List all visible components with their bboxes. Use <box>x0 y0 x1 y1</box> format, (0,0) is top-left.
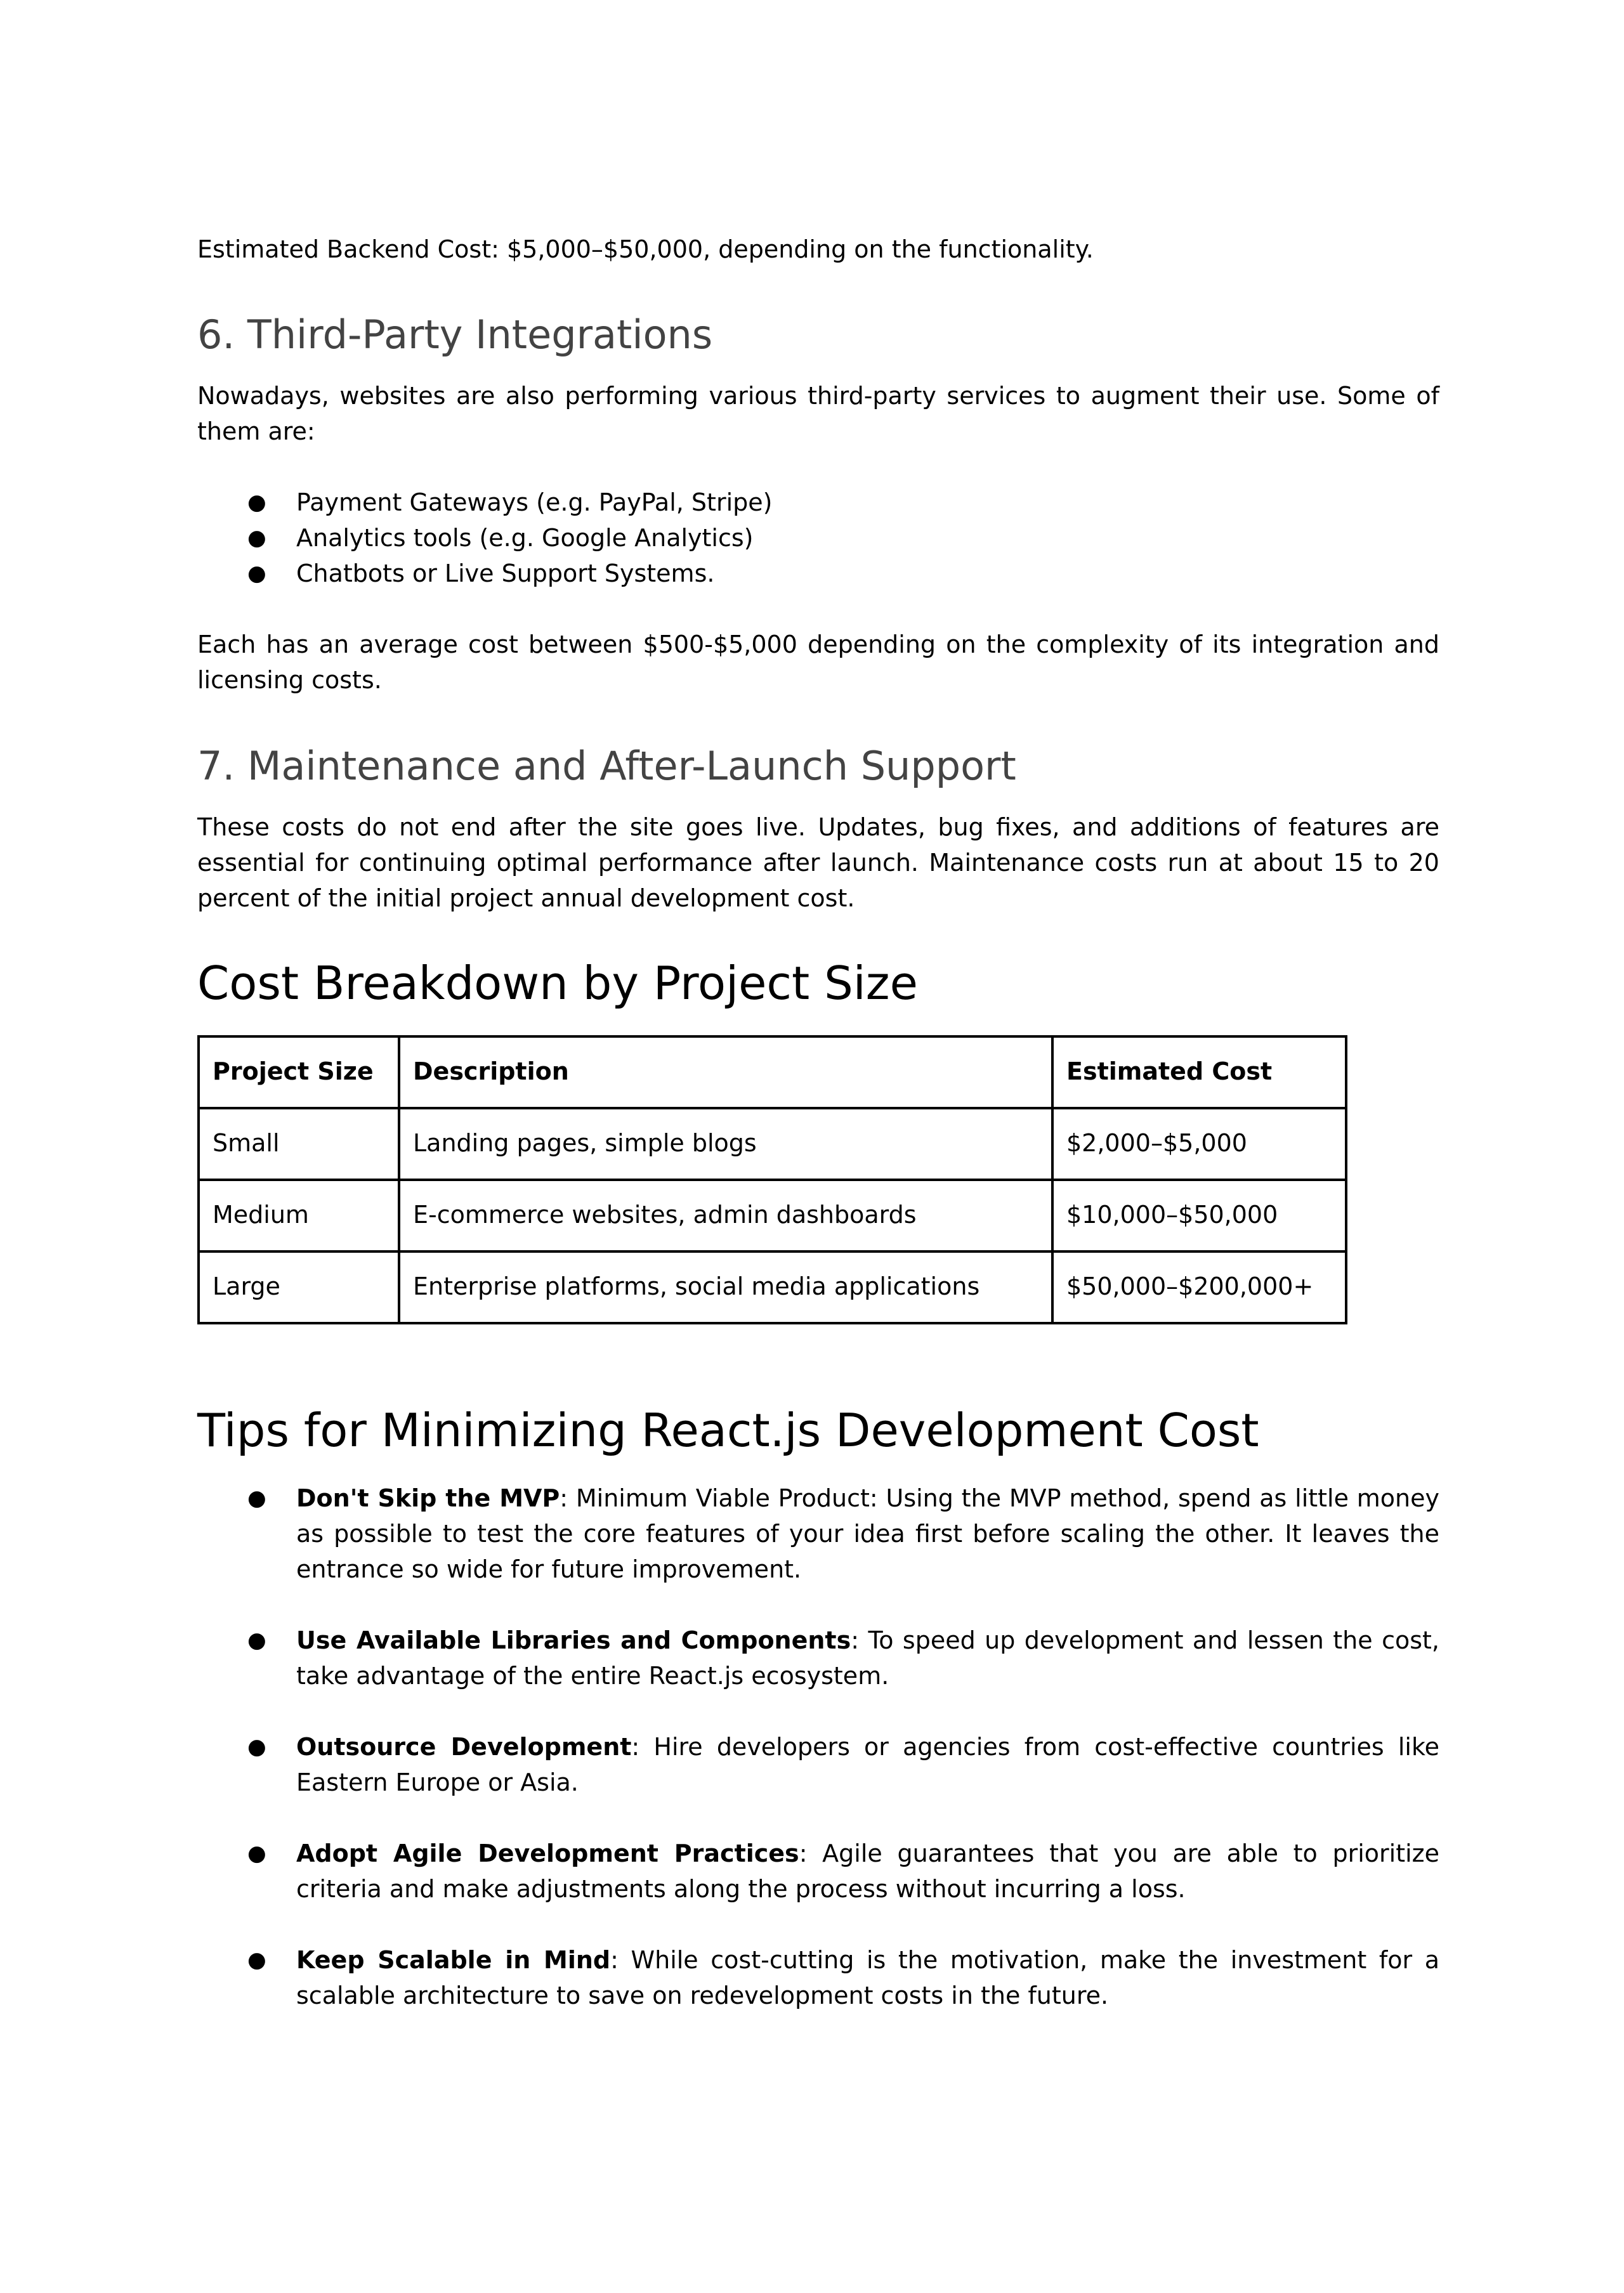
table-cell: Small <box>199 1108 399 1180</box>
table-cell: $10,000–$50,000 <box>1052 1180 1346 1251</box>
list-item <box>197 1729 1439 1800</box>
tip-text: : Agile guarantees that you are able to prioritize criteria and make adjustments along the process without incurring a loss. <box>296 1839 1439 1903</box>
column-header: Description <box>399 1036 1052 1108</box>
table-row <box>199 1251 1346 1323</box>
list-item: ● Payment Gateways (e.g. PayPal, Stripe) <box>197 485 1439 520</box>
tip-title: Don't Skip the MVP <box>296 1484 560 1512</box>
tip-text: : While cost-cutting is the motivation, make the investment for a scalable architecture to save on redevelopment costs in the future. <box>296 1946 1440 2009</box>
tip-title: Outsource Development <box>296 1733 632 1761</box>
bullet-icon: ● <box>247 561 266 586</box>
breakdown-heading: Cost Breakdown by Project Size <box>197 957 918 1010</box>
integrations-list <box>197 485 1439 591</box>
list-item <box>197 1836 1439 1907</box>
section-6-heading: 6. Third-Party Integrations <box>197 311 713 358</box>
list-item <box>197 1623 1439 1694</box>
list-item: ● Chatbots or Live Support Systems. <box>197 556 1439 591</box>
bullet-icon: ● <box>247 1628 266 1653</box>
table-cell: Medium <box>199 1180 399 1251</box>
backend-cost-paragraph: Estimated Backend Cost: $5,000–$50,000, depending on the functionality. <box>197 235 1094 263</box>
list-item <box>197 1480 1439 1587</box>
tips-list <box>197 1480 1439 2049</box>
column-header: Project Size <box>199 1036 399 1108</box>
section-6-outro: Each has an average cost between $500-$5,000 depending on the complexity of its integration and licensing costs. <box>197 630 1439 694</box>
table-cell: Large <box>199 1251 399 1323</box>
section-7-heading: 7. Maintenance and After-Launch Support <box>197 743 1016 789</box>
table-cell: Landing pages, simple blogs <box>399 1108 1052 1180</box>
cost-breakdown-table <box>197 1035 1347 1324</box>
document-page <box>197 0 1439 2293</box>
table-cell: E-commerce websites, admin dashboards <box>399 1180 1052 1251</box>
list-item: ● Analytics tools (e.g. Google Analytics) <box>197 520 1439 556</box>
table-cell: $2,000–$5,000 <box>1052 1108 1346 1180</box>
table-cell: Enterprise platforms, social media applications <box>399 1251 1052 1323</box>
tip-title: Adopt Agile Development Practices <box>296 1839 799 1867</box>
tips-heading: Tips for Minimizing React.js Development Cost <box>197 1404 1259 1457</box>
bullet-icon: ● <box>247 1841 266 1866</box>
table-cell: $50,000–$200,000+ <box>1052 1251 1346 1323</box>
section-7-body: These costs do not end after the site goes live. Updates, bug fixes, and additions of features are essential for continuing optimal performance after launch. Maintenance costs run at about 15 to 20 percent of the initial project annual development cost. <box>197 813 1439 912</box>
tip-text: : To speed up development and lessen the cost, take advantage of the entire React.js ecosystem. <box>296 1626 1439 1690</box>
tip-title: Use Available Libraries and Components <box>296 1626 851 1654</box>
bullet-icon: ● <box>247 525 266 551</box>
list-item <box>197 1942 1439 2013</box>
table-row <box>199 1180 1346 1251</box>
bullet-icon: ● <box>247 1486 266 1511</box>
column-header: Estimated Cost <box>1052 1036 1346 1108</box>
bullet-icon: ● <box>247 490 266 515</box>
bullet-icon: ● <box>247 1734 266 1760</box>
table-row <box>199 1108 1346 1180</box>
tip-text: : Minimum Viable Product: Using the MVP method, spend as little money as possible to test the core features of your idea first before scaling the other. It leaves the entrance so wide for future improvement. <box>296 1484 1439 1583</box>
tip-title: Keep Scalable in Mind <box>296 1946 611 1974</box>
tip-text: : Hire developers or agencies from cost-effective countries like Eastern Europe or Asia. <box>296 1733 1439 1796</box>
table-header-row <box>199 1036 1346 1108</box>
bullet-icon: ● <box>247 1947 266 1973</box>
section-6-intro: Nowadays, websites are also performing various third-party services to augment their use. Some of them are: <box>197 382 1439 445</box>
